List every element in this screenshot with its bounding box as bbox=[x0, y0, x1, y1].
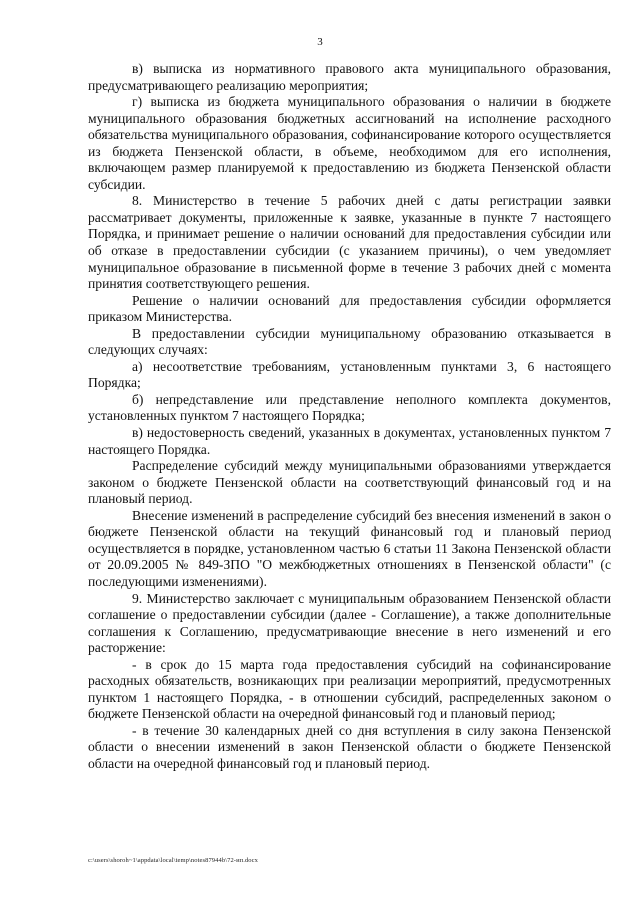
paragraph: в) выписка из нормативного правового акта муниципального образования, предусматривающего реализацию мероприятия; bbox=[88, 61, 611, 93]
paragraph: Распределение субсидий между муниципальными образованиями утверждается законом о бюджете Пензенской области на соответствующий финансовый год и на плановый период. bbox=[88, 458, 611, 507]
page-number: 3 bbox=[317, 36, 323, 48]
paragraph: г) выписка из бюджета муниципального образования о наличии в бюджете муниципального образования бюджетных ассигнований на исполнение расходного обязательства муниципального образования, софинансирование которого осуществляется из бюджета Пензенской области, в объеме, необходимом для его исполнения, включающем размер планируемой к предоставлению из бюджета Пензенской области субсидии. bbox=[88, 94, 611, 192]
paragraph: а) несоответствие требованиям, установленным пунктами 3, 6 настоящего Порядка; bbox=[88, 358, 611, 391]
paragraph: Внесение изменений в распределение субсидий без внесения изменений в закон о бюджете Пензенской области на текущий финансовый год и плановый период осуществляется в порядке, установленном частью 6 статьи 11 Закона Пензенской области от 20.09.2005 № 849-ЗПО "О межбюджетных отношениях в Пензенской области" (с последующими изменениями). bbox=[88, 507, 611, 589]
paragraph: Решение о наличии оснований для предоставления субсидии оформляется приказом Министерства. bbox=[88, 292, 611, 325]
paragraph: В предоставлении субсидии муниципальному образованию отказывается в следующих случаях: bbox=[88, 325, 611, 358]
paragraph: 9. Министерство заключает с муниципальным образованием Пензенской области соглашение о предоставлении субсидии (далее - Соглашение), а также дополнительные соглашения к Соглашению, предусматривающие внесение в него изменений и его расторжение: bbox=[88, 590, 611, 656]
paragraph: - в течение 30 календарных дней со дня вступления в силу закона Пензенской области о внесении изменений в закон Пензенской области о бюджете Пензенской области на очередной финансовый год и плановый период. bbox=[88, 722, 611, 771]
paragraph: 8. Министерство в течение 5 рабочих дней с даты регистрации заявки рассматривает документы, приложенные к заявке, указанные в пункте 7 настоящего Порядка, и принимает решение о наличии оснований для предоставления субсидии или об отказе в предоставлении субсидии (с указанием причины), о чем уведомляет муниципальное образование в письменной форме в течение 3 рабочих дней с момента принятия соответствующего решения. bbox=[88, 193, 611, 292]
paragraph: б) непредставление или представление неполного комплекта документов, установленных пунктом 7 настоящего Порядка; bbox=[88, 391, 611, 424]
paragraph: - в срок до 15 марта года предоставления субсидий на софинансирование расходных обязательств, возникающих при реализации мероприятий, предусмотренных пунктом 1 настоящего Порядка, - в отношении субсидий, распределенных законом о бюджете Пензенской области на очередной финансовый год и плановый период; bbox=[88, 656, 611, 722]
footer-file-path: c:\users\shoroh~1\appdata\local\temp\notes87944b\72-ип.docx bbox=[88, 857, 258, 864]
document-body bbox=[88, 61, 611, 773]
paragraph: в) недостоверность сведений, указанных в документах, установленных пунктом 7 настоящего Порядка. bbox=[88, 425, 611, 457]
